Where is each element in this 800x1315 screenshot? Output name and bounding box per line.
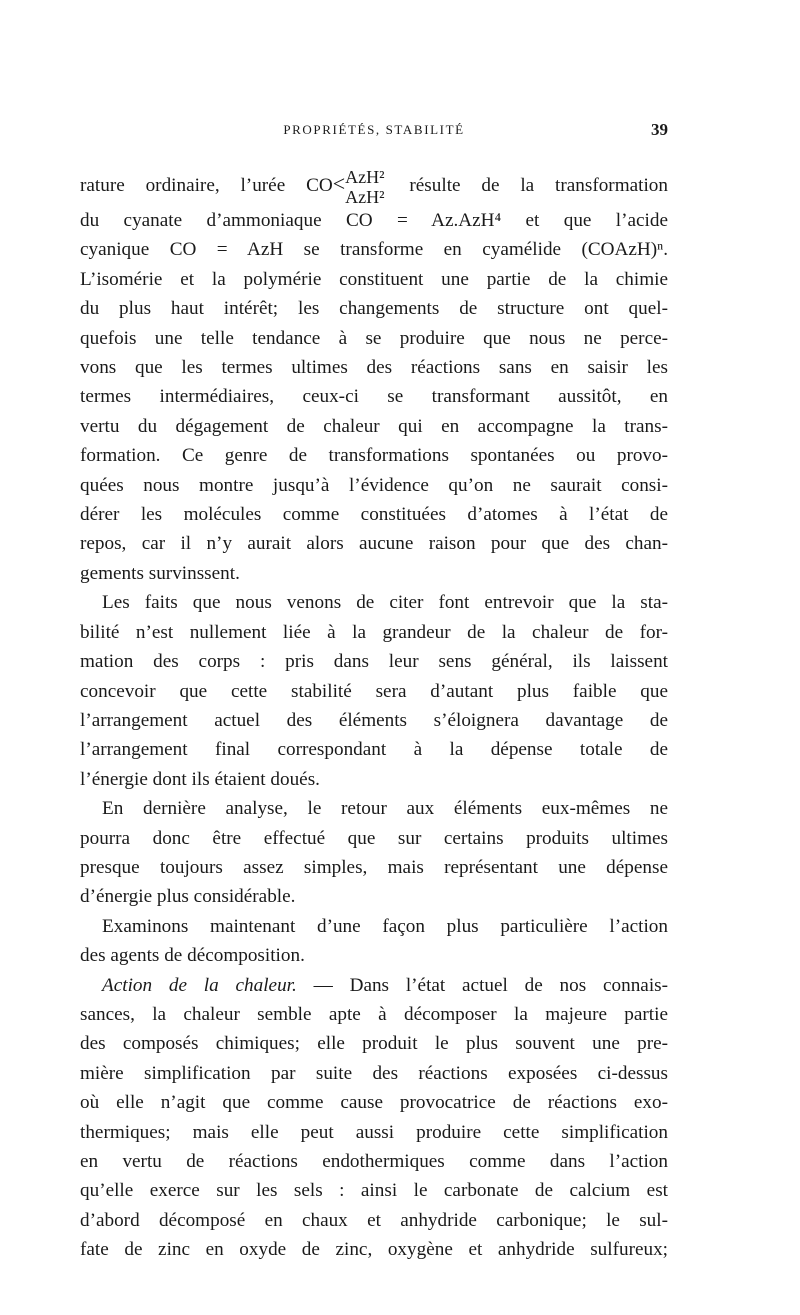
text-line: thermiques; mais elle peut aussi produire cette simplification <box>80 1121 668 1143</box>
text-line: bilité n’est nullement liée à la grandeur de la chaleur de for- <box>80 621 668 643</box>
page-number: 39 <box>651 120 668 139</box>
text-line: pourra donc être effectué que sur certains produits ultimes <box>80 827 668 849</box>
page-header <box>80 120 668 144</box>
text-line: des agents de décomposition. <box>80 945 305 967</box>
text-line: d’abord décomposé en chaux et anhydride carbonique; le sul- <box>80 1209 668 1231</box>
text-line: quefois une telle tendance à se produire que nous ne perce- <box>80 327 668 349</box>
text-line: quées nous montre jusqu’à l’évidence qu’on ne saurait consi- <box>80 474 668 496</box>
formula-bottom: AzH² <box>345 186 385 207</box>
text-line: Les faits que nous venons de citer font entrevoir que la sta- <box>102 592 668 614</box>
text-line: qu’elle exerce sur les sels : ainsi le carbonate de calcium est <box>80 1180 668 1202</box>
text-line: l’arrangement final correspondant à la dépense totale de <box>80 739 668 761</box>
text-line: concevoir que cette stabilité sera d’autant plus faible que <box>80 680 668 702</box>
em-dash: — <box>296 974 350 996</box>
text-line: l’arrangement actuel des éléments s’éloignera davantage de <box>80 709 668 731</box>
text-line: l’énergie dont ils étaient doués. <box>80 768 320 790</box>
text-line: gements survinssent. <box>80 562 240 584</box>
text-line: Examinons maintenant d’une façon plus particulière l’action <box>102 915 668 937</box>
text-line: fate de zinc en oxyde de zinc, oxygène et anhydride sulfureux; <box>80 1239 668 1261</box>
text-line: des composés chimiques; elle produit le plus souvent une pre- <box>80 1033 668 1055</box>
text-line: sances, la chaleur semble apte à décomposer la majeure partie <box>80 1003 668 1025</box>
section-title: Action de la chaleur. <box>102 974 297 996</box>
text-line: presque toujours assez simples, mais représentant une dépense <box>80 856 668 878</box>
formula-text-before: rature ordinaire, l’urée CO <box>80 175 333 196</box>
formula-top: AzH² <box>345 166 385 187</box>
body-text <box>80 162 668 1265</box>
text-line: repos, car il n’y aurait alors aucune raison pour que des chan- <box>80 533 668 555</box>
text-line: formation. Ce genre de transformations spontanées ou provo- <box>80 445 668 467</box>
text-line: mière simplification par suite des réactions exposées ci-dessus <box>80 1062 668 1084</box>
text-line: dérer les molécules comme constituées d’atomes à l’état de <box>80 504 668 526</box>
text-line: du plus haut intérêt; les changements de structure ont quel- <box>80 298 668 320</box>
text-line: En dernière analyse, le retour aux éléments eux-mêmes ne <box>102 798 668 820</box>
text-line: cyanique CO = AzH se transforme en cyamélide (COAzH)ⁿ. <box>80 239 668 261</box>
heat-para-first-rest: Dans l’état actuel de nos connais- <box>349 974 669 996</box>
text-line: d’énergie plus considérable. <box>80 886 296 908</box>
text-line: vertu du dégagement de chaleur qui en accompagne la trans- <box>80 415 668 437</box>
formula-line <box>80 162 668 206</box>
text-line: vons que les termes ultimes des réactions sans en saisir les <box>80 357 668 379</box>
text-line: où elle n’agit que comme cause provocatrice de réactions exo- <box>80 1092 668 1114</box>
heat-para-first-line <box>80 971 668 1000</box>
text-line: L’isomérie et la polymérie constituent une partie de la chimie <box>80 268 668 290</box>
text-line: mation des corps : pris dans leur sens général, ils laissent <box>80 651 668 673</box>
formula-fraction <box>345 167 384 207</box>
running-head: PROPRIÉTÉS, STABILITÉ <box>283 122 465 137</box>
text-line: du cyanate d’ammoniaque CO = Az.AzH⁴ et que l’acide <box>80 210 668 231</box>
formula-text-after: résulte de la transformation <box>409 175 668 196</box>
text-line: en vertu de réactions endothermiques comme dans l’action <box>80 1151 668 1172</box>
text-line: termes intermédiaires, ceux-ci se transformant aussitôt, en <box>80 386 668 408</box>
formula-bracket: < <box>332 171 346 196</box>
